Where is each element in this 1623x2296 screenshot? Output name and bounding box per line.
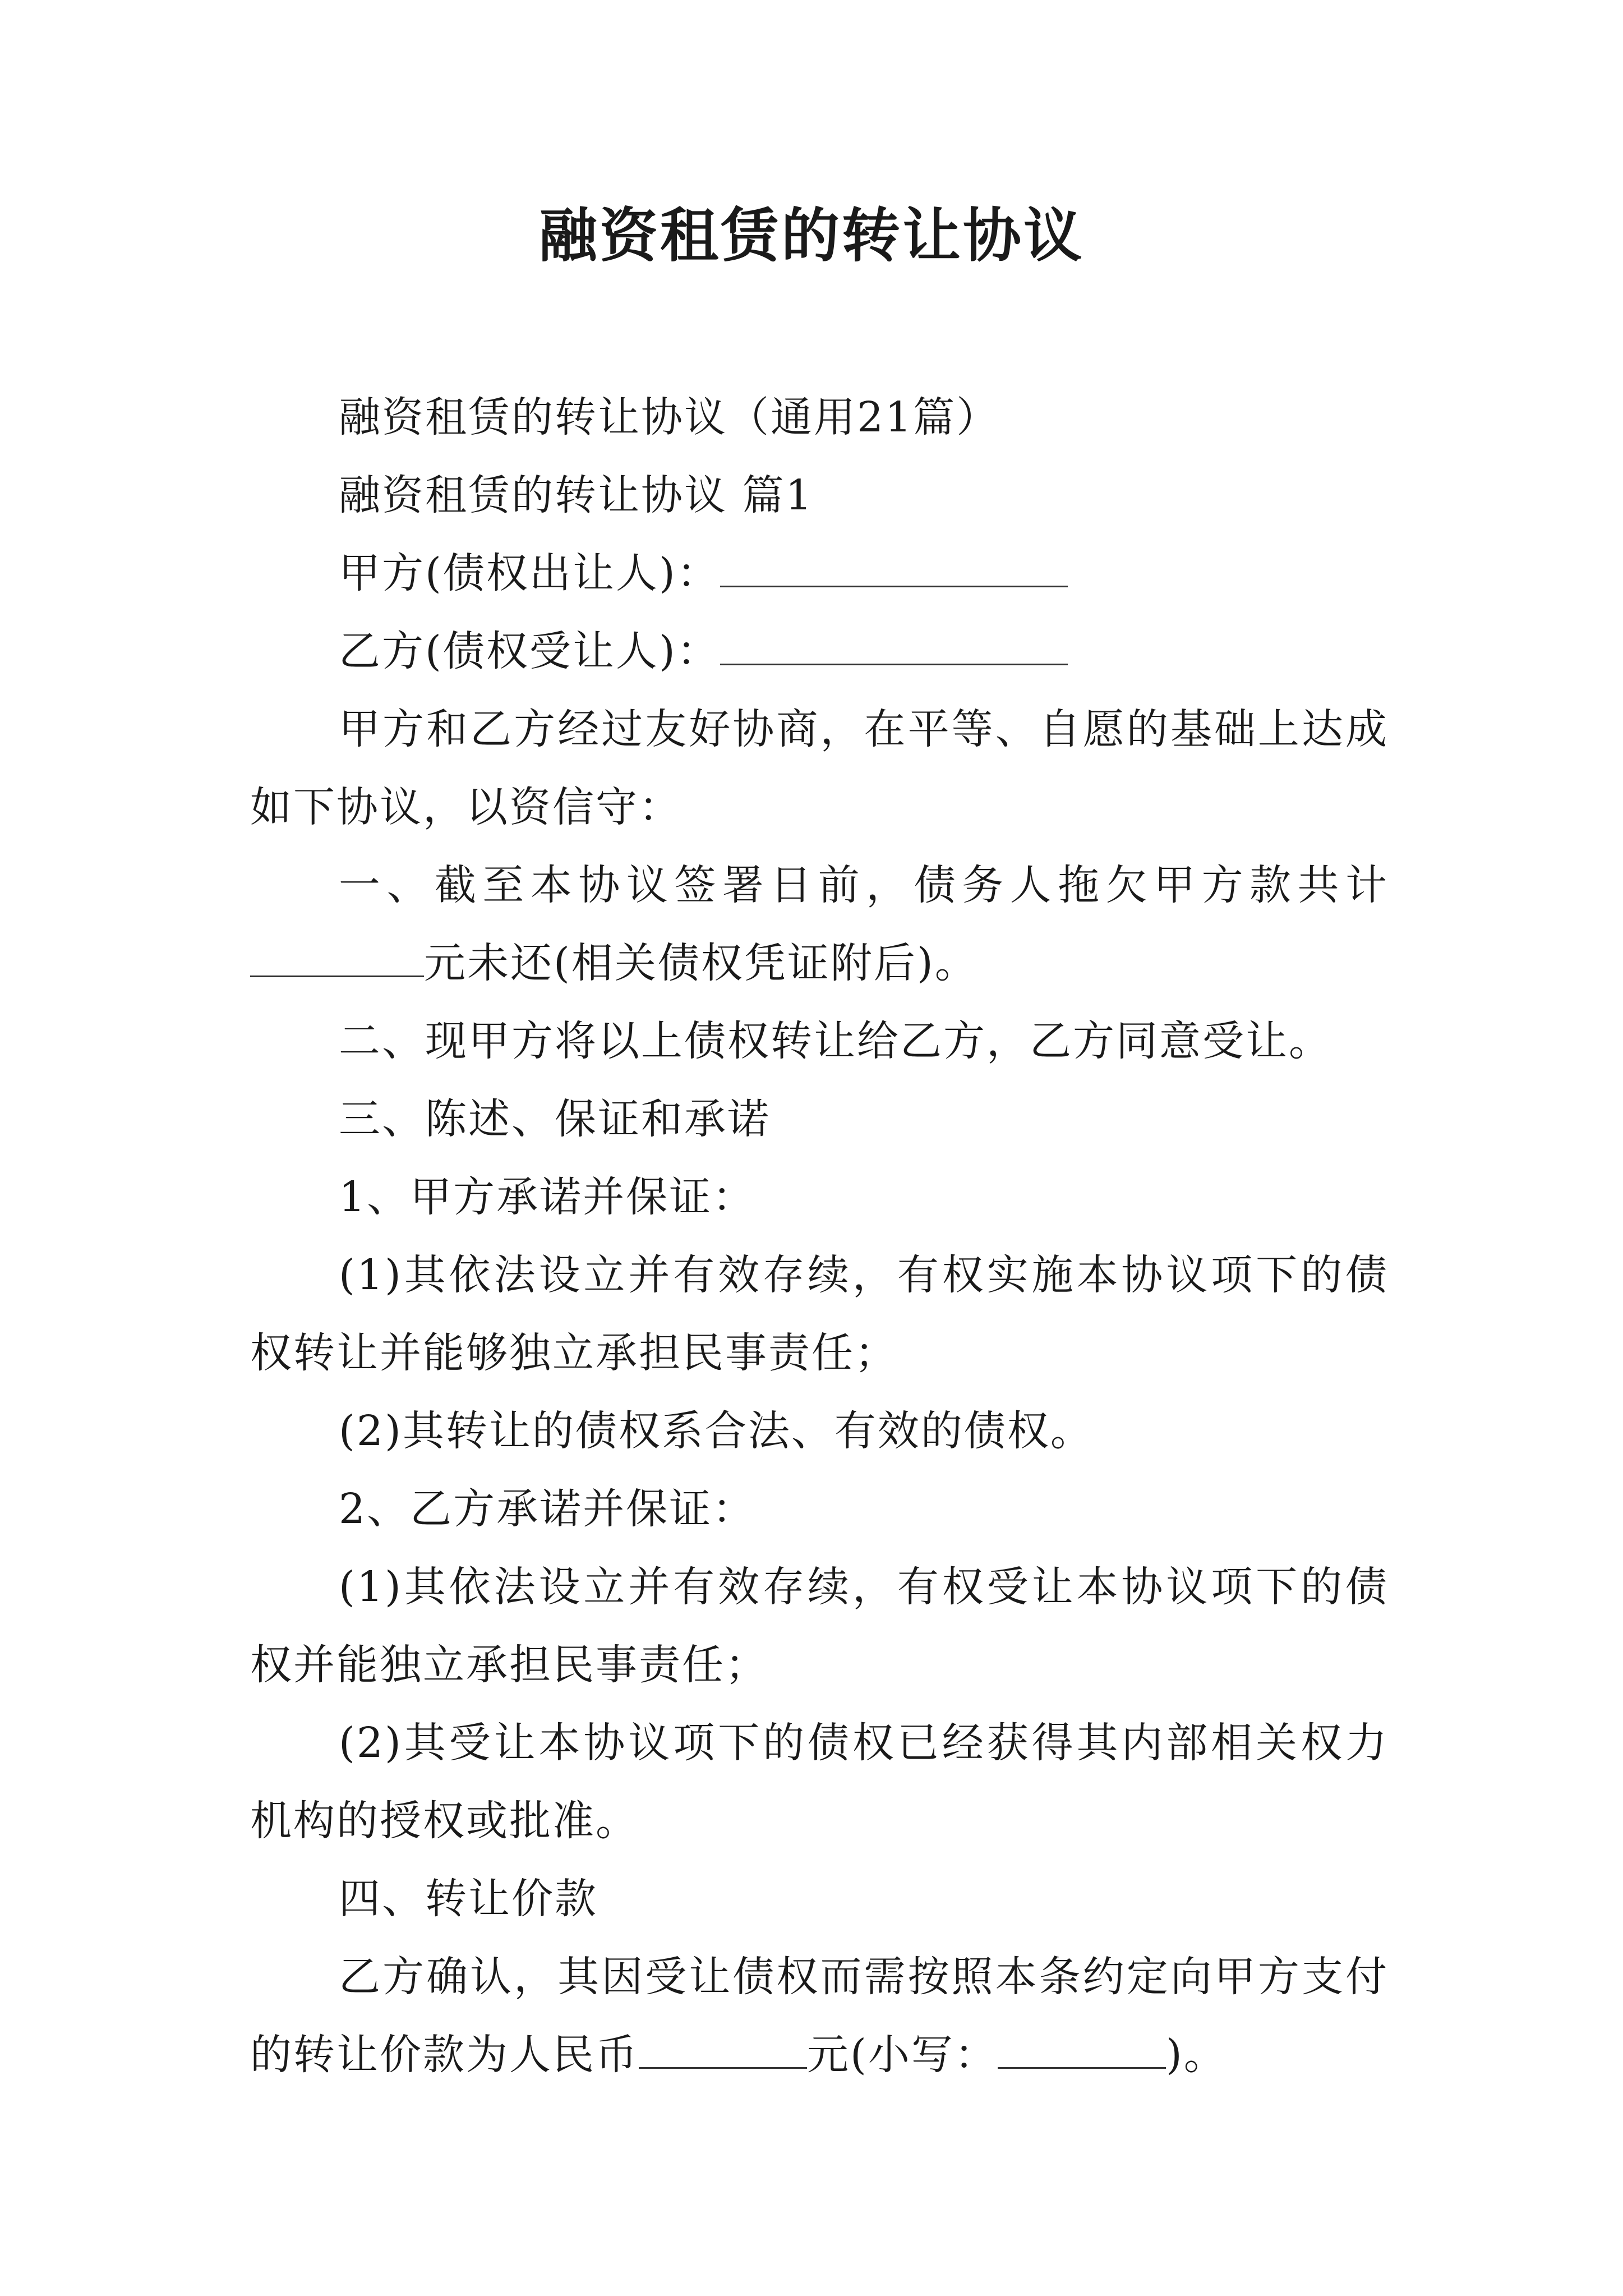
paragraph (250, 691, 1389, 846)
paragraph-text: 二、现甲方将以上债权转让给乙方，乙方同意受让。 (339, 1017, 1332, 1065)
paragraph-text: 甲方和乙方经过友好协商，在平等、自愿的基础上达成如下协议，以资信守： (250, 705, 1389, 831)
clause-three (250, 1080, 1389, 1158)
price-amount-blank (639, 2033, 807, 2069)
price-clause-end: )。 (1165, 2031, 1227, 2079)
paragraph-text: 2、乙方承诺并保证： (339, 1485, 756, 1533)
paragraph-text: (1)其依法设立并有效存续，有权受让本协议项下的债权并能独立承担民事责任； (250, 1563, 1389, 1689)
paragraph-text: (1)其依法设立并有效存续，有权实施本协议项下的债权转让并能够独立承担民事责任； (250, 1251, 1389, 1377)
price-clause-middle: 元(小写： (807, 2031, 998, 2079)
sub-clause (250, 1470, 1389, 1548)
clause-one-text-end: 元未还(相关债权凭证附后)。 (424, 939, 978, 987)
paragraph-text: 四、转让价款 (339, 1875, 598, 1923)
clause-one-text: 一、截至本协议签署日前，债务人拖欠甲方款共计 (339, 861, 1389, 909)
paragraph-text: 融资租赁的转让协议（通用21篇） (339, 393, 1000, 441)
sub-clause (250, 1158, 1389, 1236)
party-b-line (250, 613, 1389, 691)
price-numeric-blank (998, 2033, 1166, 2069)
paragraph-text: (2)其受让本协议项下的债权已经获得其内部相关权力机构的授权或批准。 (250, 1719, 1389, 1845)
sub-clause-item (250, 1548, 1389, 1704)
party-a-label: 甲方(债权出让人)： (339, 549, 720, 597)
paragraph-text: 1、甲方承诺并保证： (339, 1173, 756, 1221)
document-title: 融资租赁的转让协议 (538, 201, 1084, 270)
paragraph-text: 融资租赁的转让协议 篇1 (339, 471, 814, 519)
party-b-label: 乙方(债权受让人)： (339, 627, 720, 675)
paragraph-heading (250, 379, 1389, 457)
paragraph-text: (2)其转让的债权系合法、有效的债权。 (339, 1407, 1094, 1455)
party-a-blank (720, 552, 1068, 587)
price-clause (250, 1938, 1389, 2094)
sub-clause-item (250, 1236, 1389, 1392)
debt-amount-blank (250, 942, 424, 977)
sub-clause-item (250, 1392, 1389, 1470)
sub-clause-item (250, 1704, 1389, 1860)
clause-four (250, 1860, 1389, 1938)
party-a-line (250, 535, 1389, 613)
paragraph-text: 三、陈述、保证和承诺 (339, 1095, 771, 1143)
paragraph-subheading (250, 457, 1389, 535)
clause-one (250, 846, 1389, 1002)
clause-two (250, 1002, 1389, 1080)
price-clause-text: 乙方确认，其因受让债权而需按照本条约定向甲方支付的转让价款为人民币 (250, 1953, 1389, 2079)
party-b-blank (720, 630, 1068, 665)
document-body (250, 379, 1389, 2094)
